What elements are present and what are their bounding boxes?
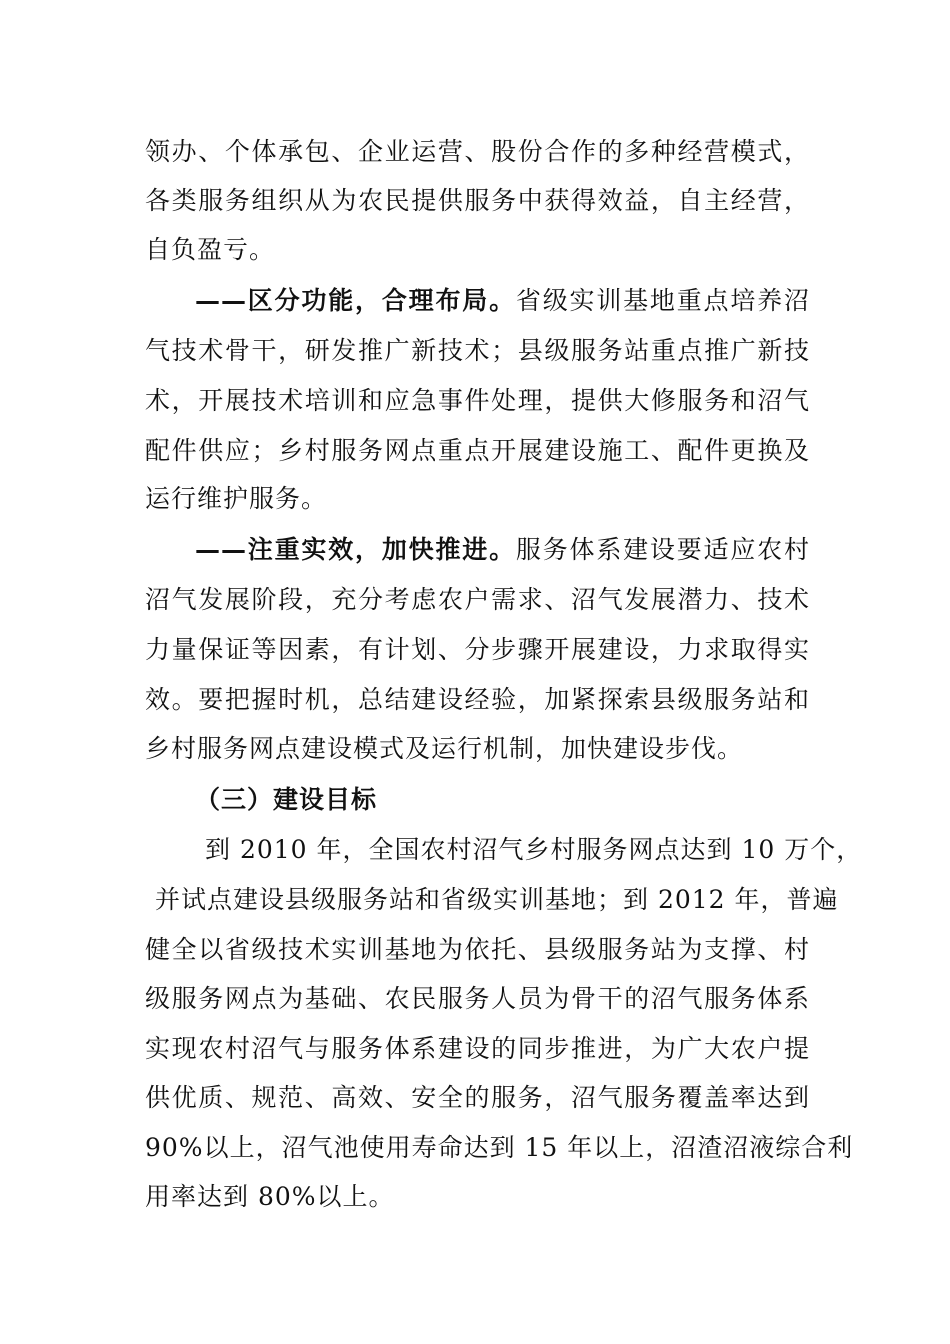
paragraph-4-line-6: 供优质、规范、高效、安全的服务，沼气服务覆盖率达到 — [145, 1083, 810, 1112]
paragraph-4-line-5: 实现农村沼气与服务体系建设的同步推进，为广大农户提 — [145, 1034, 810, 1063]
paragraph-4-line-3: 健全以省级技术实训基地为依托、县级服务站为支撑、村 — [145, 935, 810, 964]
paragraph-4-line-1: 到 2010 年，全国农村沼气乡村服务网点达到 10 万个， — [205, 835, 863, 864]
paragraph-2-line-1 — [195, 284, 810, 318]
paragraph-2-line-5: 运行维护服务。 — [145, 484, 328, 513]
paragraph-3-line-5: 乡村服务网点建设模式及运行机制，加快建设步伐。 — [145, 734, 744, 763]
paragraph-2-line-2: 气技术骨干，研发推广新技术；县级服务站重点推广新技 — [145, 336, 810, 365]
paragraph-3-first-rest: 服务体系建设要适应农村 — [515, 535, 810, 564]
paragraph-3-line-2: 沼气发展阶段，充分考虑农户需求、沼气发展潜力、技术 — [145, 585, 810, 614]
section-heading: （三）建设目标 — [195, 785, 378, 814]
paragraph-4-line-4: 级服务网点为基础、农民服务人员为骨干的沼气服务体系 — [145, 984, 810, 1013]
paragraph-4-line-7: 90%以上，沼气池使用寿命达到 15 年以上，沼渣沼液综合利 — [145, 1133, 854, 1162]
paragraph-3-line-3: 力量保证等因素，有计划、分步骤开展建设，力求取得实 — [145, 635, 810, 664]
paragraph-2-line-4: 配件供应；乡村服务网点重点开展建设施工、配件更换及 — [145, 436, 810, 465]
paragraph-1-line-3: 自负盈亏。 — [145, 235, 276, 264]
paragraph-1-line-2: 各类服务组织从为农民提供服务中获得效益，自主经营， — [145, 186, 810, 215]
paragraph-3-lead: ——注重实效，加快推进。 — [195, 535, 516, 564]
paragraph-2-first-rest: 省级实训基地重点培养沼 — [515, 286, 810, 315]
paragraph-3-line-4: 效。要把握时机，总结建设经验，加紧探索县级服务站和 — [145, 685, 810, 714]
paragraph-2-lead: ——区分功能，合理布局。 — [195, 286, 516, 315]
paragraph-4-line-2: 并试点建设县级服务站和省级实训基地；到 2012 年，普遍 — [155, 885, 839, 914]
paragraph-2-line-3: 术，开展技术培训和应急事件处理，提供大修服务和沼气 — [145, 386, 810, 415]
paragraph-4-line-8: 用率达到 80%以上。 — [145, 1182, 395, 1211]
paragraph-3-line-1 — [195, 533, 810, 567]
paragraph-1-line-1: 领办、个体承包、企业运营、股份合作的多种经营模式， — [145, 137, 810, 166]
